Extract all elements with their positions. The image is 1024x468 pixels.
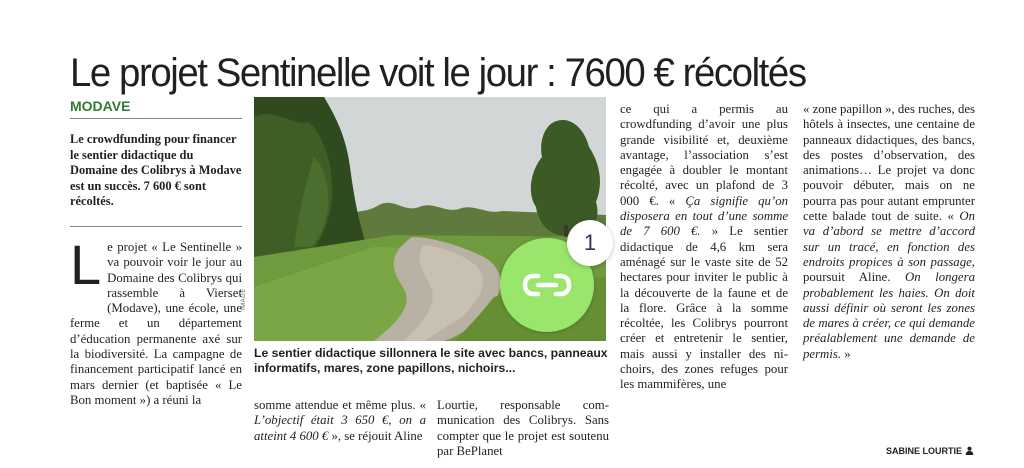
article-title: Le projet Sentinelle voit le jour : 7600 € récoltés bbox=[70, 50, 806, 95]
drop-cap: L bbox=[70, 233, 102, 296]
column-4-text-a: ce qui a permis au crowdfunding d’avoir une plus grande visibilité et, deuxième avantage, l’association s’est engagée à doubler le montant récolté, avec un plafond de 3 000 €. « bbox=[620, 102, 788, 208]
column-5-quote-2: On longera probablement les haies. On doit aussi définir où seront les zones de mares à créer, ce qui demande préalablement une demande de permis. bbox=[803, 270, 975, 361]
article-column-4 bbox=[620, 102, 788, 393]
column-4-text-c: » Le sentier didactique de 4,6 km sera aménagé sur le vaste site de 52 hectares pour inviter le public à la découverte de la faune et de la flore. Grâce à la somme récoltée, les Colibrys pourront créer et entretenir le sentier, mais aussi y installer des nichoirs, des zones refuges pour les mammifères, une bbox=[620, 224, 789, 392]
column-5-text-c: poursuit Aline. bbox=[803, 270, 905, 285]
lead-divider bbox=[70, 226, 242, 227]
article-column-2 bbox=[254, 398, 426, 444]
article-lead: Le crowdfunding pour financer le sentier didactique du Domaine des Colibrys à Modave est un succès. 7 600 € sont récoltés. bbox=[70, 132, 242, 209]
section-divider bbox=[70, 118, 242, 119]
column-1-text: e projet « Le Sentinelle » va pouvoir voir le jour au Domaine des Colibrys qui rassemble à Vierset (Modave), une école, une ferme et un département d’éducation permanente axé sur la biodiversité. La campagne de financement participatif lancé en mars dernier (et baptisée « Le Bon moment ») a réuni la bbox=[70, 240, 242, 407]
column-5-text-e: » bbox=[841, 346, 851, 361]
column-3-text: Lourtie, responsable communication des Colibrys. Sans compter que le projet est soutenu par BePlanet bbox=[437, 398, 609, 458]
article-column-5 bbox=[803, 102, 975, 362]
column-4-quote: Ça signifie qu’on disposera en tout d’une somme de 7 600 €. bbox=[620, 193, 788, 239]
column-2-text-c: », se réjouit Aline bbox=[328, 428, 423, 443]
article-column-3 bbox=[437, 398, 609, 459]
section-label: MODAVE bbox=[70, 98, 131, 114]
link-count-badge[interactable]: 1 bbox=[567, 220, 613, 266]
photo-credit: IMAGE bbox=[241, 288, 247, 310]
photo-caption: Le sentier didactique sillonnera le site avec bancs, panneaux informatifs, mares, zone papillons, nichoirs... bbox=[254, 346, 608, 376]
person-icon bbox=[965, 446, 974, 455]
column-5-quote-1: On va d’abord se mettre d’accord sur un tracé, en fonction des endroits propices à son passage, bbox=[803, 209, 975, 269]
article-column-1 bbox=[70, 233, 242, 408]
column-5-text-a: « zone papillon », des ruches, des hôtels à insectes, une centaine de panneaux didactiques, des bancs, des postes d’observation, des animations… Le projet va donc pouvoir débuter, mais on ne pourra pas pour autant emprunter cette balade tout de suite. « bbox=[803, 102, 976, 224]
byline bbox=[850, 446, 974, 456]
column-2-quote: L’objectif était 3 650 €, on a atteint 4 600 € bbox=[254, 413, 426, 443]
byline-author: SABINE LOURTIE bbox=[885, 446, 962, 456]
column-2-text-a: somme attendue et même plus. « bbox=[254, 398, 426, 412]
